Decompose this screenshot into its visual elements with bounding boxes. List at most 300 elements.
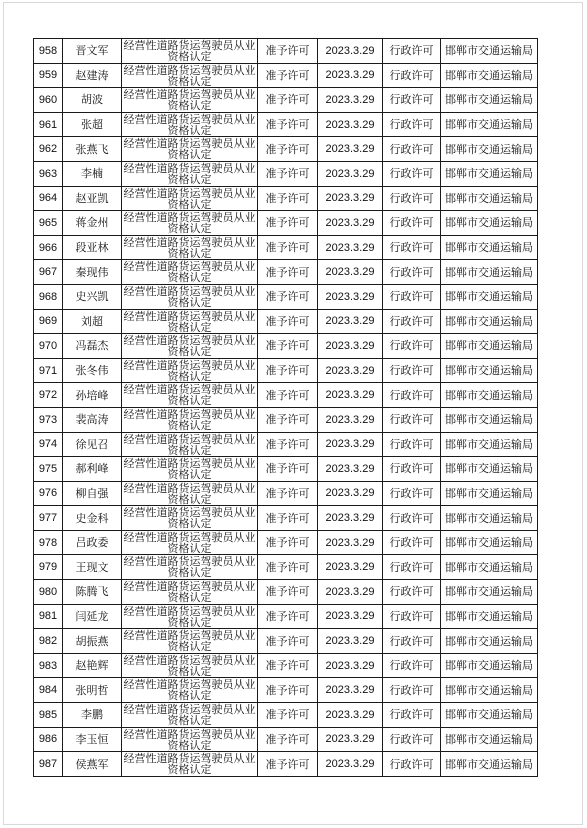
- cell-decision: [258, 752, 318, 777]
- table-row: [34, 457, 538, 482]
- person-name-text: 李玉恒: [75, 732, 109, 746]
- cell-license-item: [122, 211, 258, 236]
- category-text: 行政许可: [389, 93, 434, 107]
- date-text: 2023.3.29: [325, 93, 375, 106]
- category-text: 行政许可: [389, 118, 434, 132]
- table-row: [34, 284, 538, 309]
- cell-date: [318, 727, 383, 752]
- decision-text: 准予许可: [265, 437, 310, 451]
- cell-authority: [441, 161, 538, 186]
- license-item-wrap: [123, 555, 256, 579]
- serial-number-text: 986: [38, 733, 58, 746]
- serial-number-text: 968: [38, 290, 58, 303]
- table-row: [34, 63, 538, 88]
- date-text: 2023.3.29: [325, 241, 375, 254]
- cell-license-item: [122, 653, 258, 678]
- date-text: 2023.3.29: [325, 635, 375, 648]
- license-item-text: 经营性道路货运驾驶员从业资格认定: [123, 555, 256, 580]
- cell-decision: [258, 137, 318, 162]
- cell-license-item: [122, 727, 258, 752]
- license-item-text: 经营性道路货运驾驶员从业资格认定: [123, 703, 256, 727]
- cell-license-item: [122, 752, 258, 777]
- license-item-text: 经营性道路货运驾驶员从业资格认定: [123, 530, 256, 555]
- category-text: 行政许可: [389, 659, 434, 673]
- cell-date: [318, 260, 383, 285]
- license-item-text: 经营性道路货运驾驶员从业资格认定: [123, 358, 256, 383]
- cell-license-item: [122, 383, 258, 408]
- table-row: [34, 481, 538, 506]
- serial-number-text: 969: [38, 315, 58, 328]
- cell-decision: [258, 309, 318, 334]
- person-name-text: 冯磊杰: [75, 339, 109, 353]
- serial-number-text: 965: [38, 216, 58, 229]
- cell-license-item: [122, 63, 258, 88]
- license-item-wrap: [123, 506, 256, 530]
- cell-date: [318, 629, 383, 654]
- authority-text: 邯郸市交通运输局: [445, 708, 533, 722]
- serial-number-text: 974: [38, 438, 58, 451]
- cell-serial-number: [34, 604, 63, 629]
- person-name-text: 孙培峰: [75, 388, 109, 402]
- person-name-text: 张明哲: [75, 683, 109, 697]
- cell-date: [318, 703, 383, 728]
- cell-category: [383, 112, 441, 137]
- person-name-text: 史金科: [75, 511, 109, 525]
- cell-serial-number: [34, 752, 63, 777]
- cell-license-item: [122, 580, 258, 605]
- person-name-text: 张燕飞: [75, 142, 109, 156]
- cell-category: [383, 235, 441, 260]
- cell-authority: [441, 88, 538, 113]
- decision-text: 准予许可: [265, 609, 310, 623]
- cell-decision: [258, 186, 318, 211]
- serial-number-text: 980: [38, 585, 58, 598]
- serial-number-text: 962: [38, 143, 58, 156]
- category-text: 行政许可: [389, 486, 434, 500]
- license-item-text: 经营性道路货运驾驶员从业资格认定: [123, 63, 256, 88]
- authority-text: 邯郸市交通运输局: [445, 118, 533, 132]
- decision-text: 准予许可: [265, 634, 310, 648]
- date-text: 2023.3.29: [325, 708, 375, 721]
- cell-license-item: [122, 161, 258, 186]
- table-row: [34, 752, 538, 777]
- cell-category: [383, 506, 441, 531]
- date-text: 2023.3.29: [325, 733, 375, 746]
- authority-text: 邯郸市交通运输局: [445, 486, 533, 500]
- category-text: 行政许可: [389, 413, 434, 427]
- person-name-text: 陈腾飞: [75, 585, 109, 599]
- serial-number-text: 970: [38, 339, 58, 352]
- cell-serial-number: [34, 506, 63, 531]
- serial-number-text: 982: [38, 635, 58, 648]
- decision-text: 准予许可: [265, 118, 310, 132]
- cell-name: [63, 88, 122, 113]
- table-row: [34, 629, 538, 654]
- decision-text: 准予许可: [265, 757, 310, 771]
- authority-text: 邯郸市交通运输局: [445, 732, 533, 746]
- cell-license-item: [122, 260, 258, 285]
- table-body: [34, 39, 538, 777]
- cell-decision: [258, 39, 318, 64]
- decision-text: 准予许可: [265, 216, 310, 230]
- authority-text: 邯郸市交通运输局: [445, 609, 533, 623]
- cell-serial-number: [34, 481, 63, 506]
- person-name-text: 徐见召: [75, 437, 109, 451]
- cell-category: [383, 211, 441, 236]
- date-text: 2023.3.29: [325, 684, 375, 697]
- person-name-text: 秦现伟: [75, 265, 109, 279]
- cell-name: [63, 211, 122, 236]
- cell-category: [383, 481, 441, 506]
- date-text: 2023.3.29: [325, 143, 375, 156]
- license-item-wrap: [123, 113, 256, 137]
- license-item-text: 经营性道路货运驾驶员从业资格认定: [123, 383, 256, 407]
- authority-text: 邯郸市交通运输局: [445, 290, 533, 304]
- authority-text: 邯郸市交通运输局: [445, 511, 533, 525]
- cell-license-item: [122, 432, 258, 457]
- table-row: [34, 555, 538, 580]
- date-text: 2023.3.29: [325, 610, 375, 623]
- license-item-text: 经营性道路货运驾驶员从业资格认定: [123, 186, 256, 211]
- person-name-text: 郝利峰: [75, 462, 109, 476]
- license-item-wrap: [123, 88, 256, 112]
- decision-text: 准予许可: [265, 142, 310, 156]
- category-text: 行政许可: [389, 634, 434, 648]
- serial-number-text: 975: [38, 462, 58, 475]
- cell-date: [318, 407, 383, 432]
- decision-text: 准予许可: [265, 241, 310, 255]
- cell-date: [318, 530, 383, 555]
- cell-category: [383, 137, 441, 162]
- cell-authority: [441, 309, 538, 334]
- category-text: 行政许可: [389, 511, 434, 525]
- date-text: 2023.3.29: [325, 438, 375, 451]
- cell-name: [63, 383, 122, 408]
- license-item-wrap: [123, 457, 256, 481]
- cell-serial-number: [34, 580, 63, 605]
- cell-name: [63, 703, 122, 728]
- cell-date: [318, 506, 383, 531]
- cell-serial-number: [34, 186, 63, 211]
- table-row: [34, 186, 538, 211]
- table-row: [34, 88, 538, 113]
- authority-text: 邯郸市交通运输局: [445, 142, 533, 156]
- cell-authority: [441, 752, 538, 777]
- cell-license-item: [122, 39, 258, 64]
- cell-name: [63, 506, 122, 531]
- decision-text: 准予许可: [265, 462, 310, 476]
- license-item-wrap: [123, 260, 256, 284]
- license-item-text: 经营性道路货运驾驶员从业资格认定: [123, 137, 256, 161]
- serial-number-text: 978: [38, 536, 58, 549]
- authority-text: 邯郸市交通运输局: [445, 93, 533, 107]
- cell-category: [383, 555, 441, 580]
- cell-license-item: [122, 555, 258, 580]
- cell-serial-number: [34, 334, 63, 359]
- cell-category: [383, 334, 441, 359]
- cell-decision: [258, 432, 318, 457]
- category-text: 行政许可: [389, 314, 434, 328]
- cell-serial-number: [34, 457, 63, 482]
- cell-license-item: [122, 506, 258, 531]
- cell-date: [318, 481, 383, 506]
- cell-authority: [441, 481, 538, 506]
- serial-number-text: 973: [38, 413, 58, 426]
- cell-decision: [258, 481, 318, 506]
- cell-authority: [441, 530, 538, 555]
- decision-text: 准予许可: [265, 44, 310, 58]
- license-item-wrap: [123, 433, 256, 457]
- person-name-text: 李鹏: [81, 708, 103, 722]
- decision-text: 准予许可: [265, 708, 310, 722]
- cell-category: [383, 752, 441, 777]
- cell-category: [383, 88, 441, 113]
- license-item-text: 经营性道路货运驾驶员从业资格认定: [123, 506, 256, 530]
- category-text: 行政许可: [389, 68, 434, 82]
- cell-name: [63, 727, 122, 752]
- date-text: 2023.3.29: [325, 512, 375, 525]
- license-item-wrap: [123, 187, 256, 211]
- cell-serial-number: [34, 629, 63, 654]
- cell-decision: [258, 358, 318, 383]
- cell-name: [63, 604, 122, 629]
- cell-serial-number: [34, 727, 63, 752]
- date-text: 2023.3.29: [325, 339, 375, 352]
- cell-date: [318, 678, 383, 703]
- serial-number-text: 984: [38, 684, 58, 697]
- date-text: 2023.3.29: [325, 266, 375, 279]
- authority-text: 邯郸市交通运输局: [445, 659, 533, 673]
- cell-serial-number: [34, 383, 63, 408]
- authority-text: 邯郸市交通运输局: [445, 536, 533, 550]
- category-text: 行政许可: [389, 339, 434, 353]
- cell-authority: [441, 727, 538, 752]
- cell-license-item: [122, 604, 258, 629]
- cell-name: [63, 358, 122, 383]
- license-item-text: 经营性道路货运驾驶员从业资格认定: [123, 604, 256, 629]
- cell-license-item: [122, 457, 258, 482]
- license-item-text: 经营性道路货运驾驶员从业资格认定: [123, 752, 256, 776]
- serial-number-text: 967: [38, 266, 58, 279]
- category-text: 行政许可: [389, 585, 434, 599]
- decision-text: 准予许可: [265, 659, 310, 673]
- decision-text: 准予许可: [265, 290, 310, 304]
- table-row: [34, 432, 538, 457]
- date-text: 2023.3.29: [325, 44, 375, 57]
- date-text: 2023.3.29: [325, 585, 375, 598]
- authority-text: 邯郸市交通运输局: [445, 388, 533, 402]
- license-item-text: 经营性道路货运驾驶员从业资格认定: [123, 481, 256, 506]
- table-row: [34, 727, 538, 752]
- license-item-text: 经营性道路货运驾驶员从业资格认定: [123, 161, 256, 186]
- authority-text: 邯郸市交通运输局: [445, 560, 533, 574]
- cell-name: [63, 309, 122, 334]
- table-row: [34, 334, 538, 359]
- license-item-text: 经营性道路货运驾驶员从业资格认定: [123, 629, 256, 653]
- cell-decision: [258, 604, 318, 629]
- cell-decision: [258, 407, 318, 432]
- cell-date: [318, 604, 383, 629]
- date-text: 2023.3.29: [325, 290, 375, 303]
- cell-license-item: [122, 137, 258, 162]
- cell-authority: [441, 653, 538, 678]
- license-item-wrap: [123, 408, 256, 432]
- table-row: [34, 678, 538, 703]
- cell-date: [318, 358, 383, 383]
- table-row: [34, 358, 538, 383]
- serial-number-text: 985: [38, 708, 58, 721]
- cell-category: [383, 309, 441, 334]
- license-item-text: 经营性道路货运驾驶员从业资格认定: [123, 580, 256, 604]
- cell-category: [383, 604, 441, 629]
- cell-name: [63, 186, 122, 211]
- license-item-text: 经营性道路货运驾驶员从业资格认定: [123, 727, 256, 752]
- table-row: [34, 309, 538, 334]
- category-text: 行政许可: [389, 364, 434, 378]
- person-name-text: 王现文: [75, 560, 109, 574]
- category-text: 行政许可: [389, 216, 434, 230]
- license-item-wrap: [123, 162, 256, 186]
- person-name-text: 李楠: [81, 167, 103, 181]
- serial-number-text: 964: [38, 192, 58, 205]
- license-item-text: 经营性道路货运驾驶员从业资格认定: [123, 284, 256, 309]
- decision-text: 准予许可: [265, 413, 310, 427]
- cell-license-item: [122, 284, 258, 309]
- cell-category: [383, 432, 441, 457]
- cell-authority: [441, 432, 538, 457]
- category-text: 行政许可: [389, 142, 434, 156]
- license-item-text: 经营性道路货运驾驶员从业资格认定: [123, 112, 256, 137]
- cell-date: [318, 432, 383, 457]
- decision-text: 准予许可: [265, 683, 310, 697]
- cell-authority: [441, 260, 538, 285]
- license-item-wrap: [123, 334, 256, 358]
- cell-date: [318, 383, 383, 408]
- cell-category: [383, 407, 441, 432]
- cell-serial-number: [34, 63, 63, 88]
- cell-authority: [441, 39, 538, 64]
- serial-number-text: 961: [38, 118, 58, 131]
- person-name-text: 侯燕军: [75, 757, 109, 771]
- cell-serial-number: [34, 703, 63, 728]
- table-row: [34, 530, 538, 555]
- cell-category: [383, 260, 441, 285]
- decision-text: 准予许可: [265, 536, 310, 550]
- person-name-text: 赵亚凯: [75, 191, 109, 205]
- table-row: [34, 506, 538, 531]
- person-name-text: 胡振燕: [75, 634, 109, 648]
- serial-number-text: 971: [38, 364, 58, 377]
- cell-name: [63, 334, 122, 359]
- license-item-wrap: [123, 629, 256, 653]
- cell-date: [318, 334, 383, 359]
- cell-name: [63, 678, 122, 703]
- person-name-text: 闫延龙: [75, 609, 109, 623]
- cell-name: [63, 653, 122, 678]
- cell-date: [318, 137, 383, 162]
- cell-name: [63, 555, 122, 580]
- authority-text: 邯郸市交通运输局: [445, 314, 533, 328]
- date-text: 2023.3.29: [325, 536, 375, 549]
- table-row: [34, 580, 538, 605]
- cell-name: [63, 137, 122, 162]
- license-item-text: 经营性道路货运驾驶员从业资格认定: [123, 260, 256, 284]
- authority-text: 邯郸市交通运输局: [445, 44, 533, 58]
- serial-number-text: 976: [38, 487, 58, 500]
- cell-authority: [441, 629, 538, 654]
- cell-decision: [258, 727, 318, 752]
- cell-authority: [441, 235, 538, 260]
- license-item-wrap: [123, 64, 256, 88]
- date-text: 2023.3.29: [325, 659, 375, 672]
- decision-text: 准予许可: [265, 585, 310, 599]
- category-text: 行政许可: [389, 560, 434, 574]
- table-row: [34, 112, 538, 137]
- license-item-wrap: [123, 654, 256, 678]
- license-item-wrap: [123, 605, 256, 629]
- license-item-wrap: [123, 359, 256, 383]
- cell-date: [318, 235, 383, 260]
- category-text: 行政许可: [389, 462, 434, 476]
- date-text: 2023.3.29: [325, 389, 375, 402]
- cell-name: [63, 481, 122, 506]
- cell-name: [63, 407, 122, 432]
- cell-serial-number: [34, 112, 63, 137]
- cell-serial-number: [34, 432, 63, 457]
- cell-category: [383, 678, 441, 703]
- cell-authority: [441, 284, 538, 309]
- cell-name: [63, 629, 122, 654]
- license-item-text: 经营性道路货运驾驶员从业资格认定: [123, 235, 256, 260]
- serial-number-text: 972: [38, 389, 58, 402]
- cell-decision: [258, 235, 318, 260]
- authority-text: 邯郸市交通运输局: [445, 265, 533, 279]
- cell-name: [63, 752, 122, 777]
- table-row: [34, 211, 538, 236]
- serial-number-text: 958: [38, 44, 58, 57]
- license-item-text: 经营性道路货运驾驶员从业资格认定: [123, 88, 256, 112]
- cell-date: [318, 161, 383, 186]
- serial-number-text: 987: [38, 758, 58, 771]
- license-item-text: 经营性道路货运驾驶员从业资格认定: [123, 309, 256, 334]
- cell-serial-number: [34, 555, 63, 580]
- table-row: [34, 604, 538, 629]
- cell-decision: [258, 653, 318, 678]
- table-row: [34, 39, 538, 64]
- cell-authority: [441, 703, 538, 728]
- authority-text: 邯郸市交通运输局: [445, 757, 533, 771]
- cell-decision: [258, 88, 318, 113]
- date-text: 2023.3.29: [325, 561, 375, 574]
- license-table: [33, 38, 538, 777]
- category-text: 行政许可: [389, 191, 434, 205]
- cell-authority: [441, 506, 538, 531]
- cell-license-item: [122, 481, 258, 506]
- serial-number-text: 959: [38, 69, 58, 82]
- license-item-wrap: [123, 285, 256, 309]
- date-text: 2023.3.29: [325, 216, 375, 229]
- cell-serial-number: [34, 530, 63, 555]
- person-name-text: 段亚林: [75, 241, 109, 255]
- cell-license-item: [122, 530, 258, 555]
- cell-serial-number: [34, 39, 63, 64]
- category-text: 行政许可: [389, 388, 434, 402]
- cell-date: [318, 88, 383, 113]
- person-name-text: 赵艳辉: [75, 659, 109, 673]
- license-item-wrap: [123, 236, 256, 260]
- date-text: 2023.3.29: [325, 192, 375, 205]
- license-item-wrap: [123, 678, 256, 702]
